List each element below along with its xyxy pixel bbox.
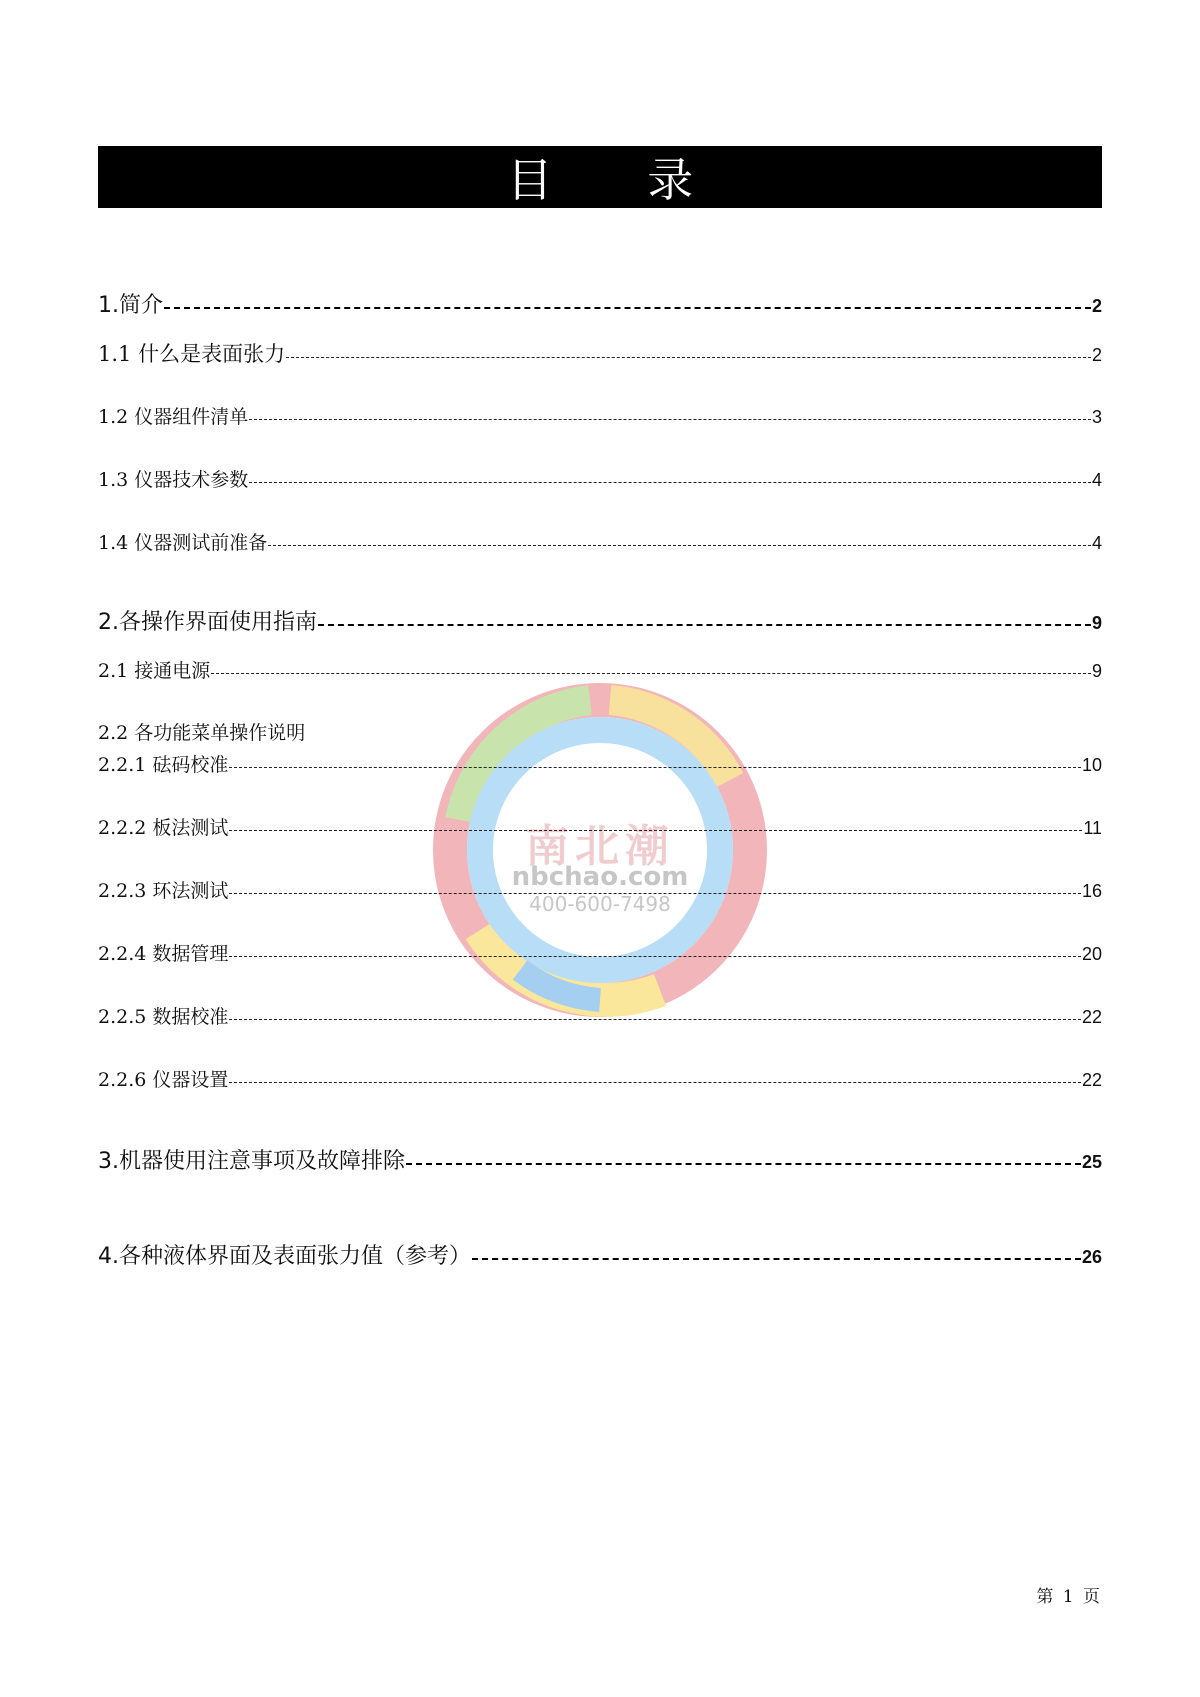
toc-entry-1-4[interactable] <box>98 528 1102 555</box>
page-number: 第 1 页 <box>1036 1587 1102 1607</box>
toc-entry-2-1[interactable] <box>98 656 1102 683</box>
toc-entry-2-2-4[interactable] <box>98 939 1102 966</box>
toc-title: 目 录 <box>506 153 734 207</box>
toc-entry-label: 2.2.6 仪器设置 <box>98 1069 229 1091</box>
toc-leader <box>249 419 1091 420</box>
toc-entry-1-3[interactable] <box>98 465 1102 492</box>
toc-entry-label: 1.4 仪器测试前准备 <box>98 532 268 554</box>
toc-entry-page: 26 <box>1081 1247 1102 1267</box>
toc-entry-page: 2 <box>1091 345 1102 365</box>
toc-leader <box>406 1163 1081 1165</box>
toc-entry-1-1[interactable] <box>98 338 1102 368</box>
watermark-site: nbchao.com <box>511 862 689 892</box>
toc-entry-2[interactable] <box>98 605 1102 636</box>
toc-leader <box>164 307 1091 309</box>
toc-entry-label: 2.2 各功能菜单操作说明 <box>98 722 306 744</box>
toc-entry-label: 2.2.5 数据校准 <box>98 1006 229 1028</box>
toc-entry-4[interactable] <box>98 1239 1102 1270</box>
toc-entry-2-2-1[interactable] <box>98 750 1102 777</box>
watermark-brand: 南北潮 <box>525 821 675 872</box>
toc-leader <box>268 545 1091 546</box>
toc-entry-2-2-2[interactable] <box>98 813 1102 840</box>
toc-entry-label: 3.机器使用注意事项及故障排除 <box>98 1149 405 1174</box>
toc-entry-label: 2.2.2 板法测试 <box>98 817 229 839</box>
toc-entry-label: 1.2 仪器组件清单 <box>98 406 249 428</box>
toc-leader <box>229 956 1081 957</box>
toc-entry-page: 9 <box>1091 661 1102 681</box>
toc-entry-1[interactable] <box>98 288 1102 319</box>
toc-leader <box>229 767 1081 768</box>
watermark-phone: 400-600-7498 <box>529 892 671 916</box>
toc-leader <box>472 1258 1081 1260</box>
toc-entry-2-2-5[interactable] <box>98 1002 1102 1029</box>
toc-entry-label: 2.各操作界面使用指南 <box>98 610 317 635</box>
toc-leader <box>229 1082 1081 1083</box>
toc-entry-label: 2.1 接通电源 <box>98 660 211 682</box>
toc-entry-page: 4 <box>1091 470 1102 490</box>
toc-entry-page: 9 <box>1091 613 1102 633</box>
toc-leader <box>229 830 1082 831</box>
toc-entry-2-2-6[interactable] <box>98 1065 1102 1092</box>
toc-entry-page: 10 <box>1081 755 1102 775</box>
toc-leader <box>318 624 1091 626</box>
toc-entry-label: 4.各种液体界面及表面张力值（参考） <box>98 1244 471 1269</box>
toc-title-bar <box>98 146 1102 208</box>
toc-entry-page: 16 <box>1081 881 1102 901</box>
toc-entry-label: 1.简介 <box>98 293 163 318</box>
watermark <box>400 650 800 1050</box>
toc-entry-page: 4 <box>1091 533 1102 553</box>
toc-entry-label: 1.1 什么是表面张力 <box>98 342 286 366</box>
watermark-ring-icon <box>400 650 800 1050</box>
toc-leader <box>286 357 1091 358</box>
toc-entry-page: 22 <box>1081 1007 1102 1027</box>
toc-entry-page: 25 <box>1081 1152 1102 1172</box>
toc-entry-1-2[interactable] <box>98 402 1102 429</box>
toc-entry-page: 22 <box>1081 1070 1102 1090</box>
toc-entry-2-2-3[interactable] <box>98 876 1102 903</box>
toc-entry-label: 2.2.4 数据管理 <box>98 943 229 965</box>
toc-leader <box>211 673 1091 674</box>
toc-entry-page: 2 <box>1091 296 1102 316</box>
toc-entry-label: 2.2.3 环法测试 <box>98 880 229 902</box>
toc-leader <box>229 1019 1081 1020</box>
toc-entry-label: 1.3 仪器技术参数 <box>98 469 249 491</box>
toc-entry-label: 2.2.1 砝码校准 <box>98 754 229 776</box>
toc-entry-2-2[interactable] <box>98 718 305 745</box>
toc-leader <box>249 482 1091 483</box>
toc-entry-page: 11 <box>1083 818 1102 838</box>
toc-entry-page: 20 <box>1081 944 1102 964</box>
toc-entry-page: 3 <box>1091 407 1102 427</box>
toc-leader <box>229 893 1081 894</box>
toc-entry-3[interactable] <box>98 1144 1102 1175</box>
